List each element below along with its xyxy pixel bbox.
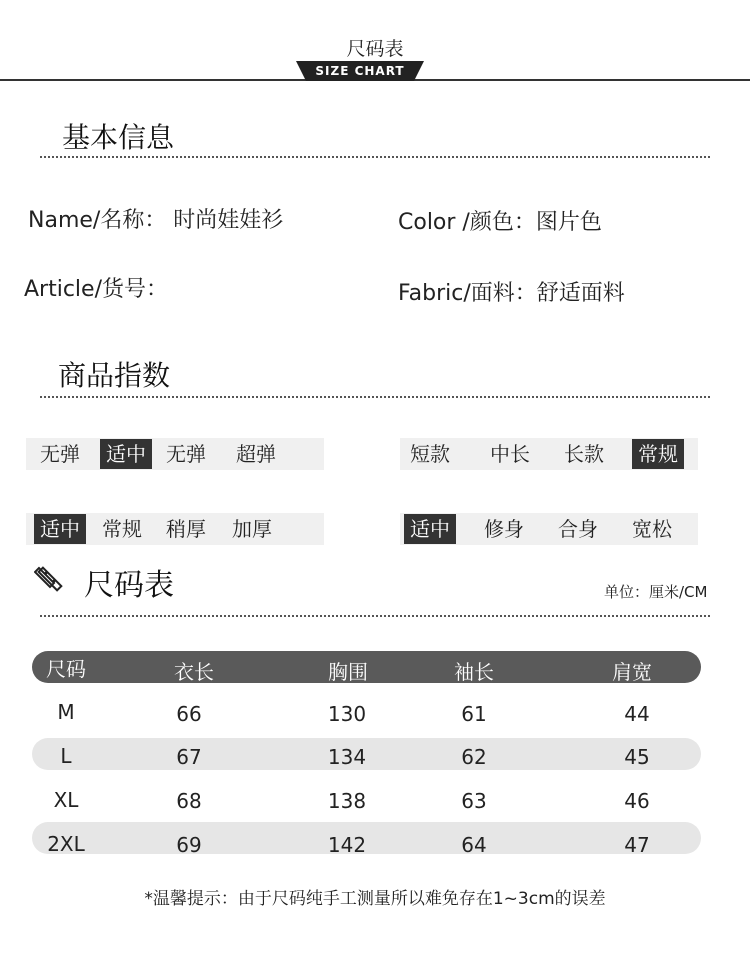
table-cell: XL (53, 788, 79, 812)
table-cell: 138 (327, 789, 367, 813)
column-header-sleeve: 袖长 (454, 660, 494, 684)
table-cell: 44 (624, 702, 650, 726)
tag-option: 短款 (410, 442, 450, 466)
length-row (400, 438, 698, 470)
table-cell: 67 (176, 745, 202, 769)
tag-option-selected: 适中 (34, 514, 86, 544)
product-color: Color /颜色：图片色 (398, 210, 602, 235)
thickness-row (26, 513, 324, 545)
tag-option: 加厚 (232, 517, 272, 541)
tag-option: 无弹 (166, 442, 206, 466)
product-index-title: 商品指数 (58, 359, 171, 392)
column-header-length: 衣长 (174, 660, 214, 684)
table-cell: 63 (461, 789, 487, 813)
table-cell: 64 (461, 833, 487, 857)
size-chart-banner (296, 61, 424, 81)
elasticity-row (26, 438, 324, 470)
column-header-size: 尺码 (46, 657, 86, 681)
table-cell: 130 (327, 702, 367, 726)
page-title: 尺码表 (346, 38, 404, 60)
tag-option-selected: 适中 (100, 439, 152, 469)
table-cell: 68 (176, 789, 202, 813)
tag-option: 宽松 (632, 517, 672, 541)
table-row-stripe (32, 822, 701, 854)
table-cell: 46 (624, 789, 650, 813)
tag-option: 修身 (484, 517, 524, 541)
ruler-pencil-icon (34, 563, 66, 595)
basic-info-title: 基本信息 (62, 121, 175, 154)
tag-option: 常规 (102, 517, 142, 541)
unit-label: 单位：厘米/CM (604, 583, 708, 601)
size-chart-title: 尺码表 (84, 568, 174, 603)
tag-option: 合身 (558, 517, 598, 541)
table-cell: 61 (461, 702, 487, 726)
table-cell: 134 (327, 745, 367, 769)
table-cell: 45 (624, 745, 650, 769)
tag-option-selected: 常规 (632, 439, 684, 469)
table-cell: 142 (327, 833, 367, 857)
measurement-note: *温馨提示：由于尺码纯手工测量所以难免存在1~3cm的误差 (144, 889, 606, 909)
dotted-divider (40, 615, 710, 617)
table-cell: 2XL (47, 832, 85, 856)
product-article: Article/货号： (24, 277, 168, 302)
fit-row (400, 513, 698, 545)
dotted-divider (40, 156, 710, 158)
tag-option-selected: 适中 (404, 514, 456, 544)
table-row-stripe (32, 738, 701, 770)
tag-option: 无弹 (40, 442, 80, 466)
table-cell: L (60, 744, 72, 768)
table-cell: 62 (461, 745, 487, 769)
product-fabric: Fabric/面料：舒适面料 (398, 281, 625, 306)
table-cell: 69 (176, 833, 202, 857)
tag-option: 中长 (490, 442, 530, 466)
tag-option: 长款 (564, 442, 604, 466)
column-header-chest: 胸围 (328, 660, 368, 684)
table-cell: 66 (176, 702, 202, 726)
dotted-divider (40, 396, 710, 398)
tag-option: 稍厚 (166, 517, 206, 541)
size-chart-banner-label: SIZE CHART (315, 64, 405, 78)
tag-option: 超弹 (236, 442, 276, 466)
table-cell: 47 (624, 833, 650, 857)
product-name: Name/名称： 时尚娃娃衫 (28, 208, 284, 233)
column-header-shoulder: 肩宽 (612, 660, 652, 684)
table-cell: M (57, 700, 75, 724)
